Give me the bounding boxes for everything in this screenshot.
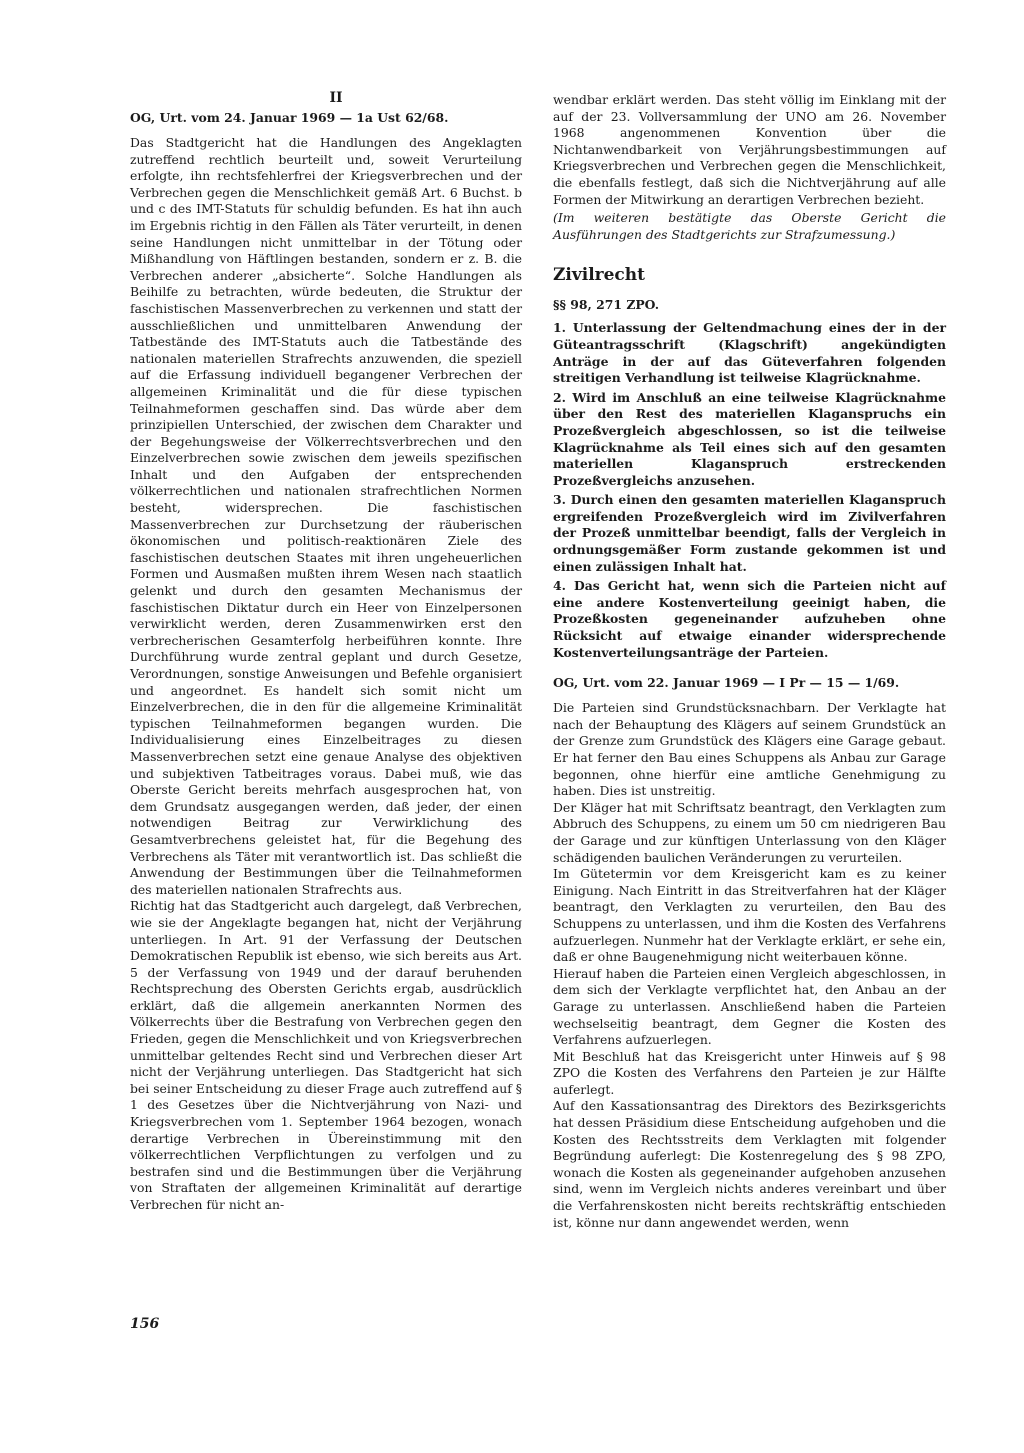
continuation-paragraph: wendbar erklärt werden. Das steht völlig im Einklang mit der auf der 23. Vollversammlung der UNO am 26. November 1968 angenommenen Konvention über die Nichtanwendbarkeit von Verjährungsbestimmungen auf Kriegsverbrechen und Verbrechen gegen die Menschlichkeit, die ebenfalls festlegt, daß sich die Nichtverjährung auf alle Formen der Mitwirkung an derartigen Verbrechen bezieht. [553, 92, 946, 207]
body-paragraph: Der Kläger hat mit Schriftsatz beantragt, den Verklagten zum Abbruch des Schuppens, zu einem um 50 cm niedrigeren Bau der Garage und zur künftigen Unterlassung von den Kläger schädigenden baulichen Veränderungen zu verurteilen. [553, 799, 946, 865]
body-paragraph: Mit Beschluß hat das Kreisgericht unter Hinweis auf § 98 ZPO die Kosten des Verfahrens den Parteien je zur Hälfte auferlegt. [553, 1048, 946, 1097]
page-number: 156 [130, 1316, 160, 1332]
body-paragraph: Die Parteien sind Grundstücksnachbarn. Der Verklagte hat nach der Behauptung des Klägers auf seinem Grundstück an der Grenze zum Grundstück des Klägers eine Garage gebaut. Er hat ferner den Bau eines Schuppens als Anbau zur Garage begonnen, ohne hierfür eine amtliche Genehmigung zu haben. Dies ist unstreitig. [553, 700, 946, 799]
right-column [553, 92, 946, 1231]
case-citation: OG, Urt. vom 24. Januar 1969 — 1a Ust 62/68. [130, 110, 449, 125]
case-citation: OG, Urt. vom 22. Januar 1969 — I Pr — 15 — 1/69. [553, 675, 900, 691]
section-heading: Zivilrecht [553, 265, 645, 286]
statute-reference: §§ 98, 271 ZPO. [553, 297, 660, 313]
headnote: 2. Wird im Anschluß an eine teilweise Klagrücknahme über den Rest des materiellen Klaganspruchs ein Prozeßvergleich abgeschlossen, so ist die teilweise Klagrücknahme als Teil eines sich auf den gesamten materiellen Klaganspruch erstreckenden Prozeßvergleichs anzusehen. [553, 389, 946, 488]
headnote: 3. Durch einen den gesamten materiellen Klaganspruch ergreifenden Prozeßvergleich wird im Zivilverfahren der Prozeß unmittelbar beendigt, falls der Vergleich in ordnungsgemäßer Form zustande gekommen ist und einen zulässigen Inhalt hat. [553, 492, 946, 574]
left-column [130, 90, 522, 1214]
headnote: 1. Unterlassung der Geltendmachung eines der in der Güteantragsschrift (Klagschrift) angekündigten Anträge in der auf das Güteverfahren folgenden streitigen Verhandlung ist teilweise Klagrücknahme. [553, 320, 946, 386]
body-paragraph: Das Stadtgericht hat die Handlungen des Angeklagten zutreffend rechtlich beurteilt und, soweit Verurteilung erfolgte, ihn rechtsfehlerfrei der Kriegsverbrechen und der Verbrechen gegen die Menschlichkeit gemäß Art. 6 Buchst. b und c des IMT-Statuts für schuldig befunden. Es hat ihn auch im Ergebnis richtig in den Fällen als Täter verurteilt, in denen seine Handlungen nicht unmittelbar in der Tötung oder Mißhandlung von Häftlingen bestanden, sondern er z. B. die Verbrechen anderer „absicherte“. Solche Handlungen als Beihilfe zu betrachten, würde bedeuten, die Struktur der faschistischen Massenverbrechen zu verkennen und statt der ausschließlichen und unmittelbaren Anwendung der Tatbestände des IMT-Statuts auch die Tatbestände des nationalen materiellen Strafrechts anzuwenden, die speziell auf die Erfassung individuell begangener Verbrechen der allgemeinen Kriminalität und die für diese typischen Teilnahmeformen geschaffen sind. Das würde aber dem prinzipiellen Unterschied, der zwischen dem Charakter und der Begehungsweise der Völkerrechtsverbrechen und den Einzelverbrechen sowie zwischen dem jeweils spezifischen Inhalt und den Aufgaben der entsprechenden völkerrechtlichen und nationalen strafrechtlichen Normen besteht, widersprechen. Die faschistischen Massenverbrechen zur Durchsetzung der räuberischen ökonomischen und politisch-reaktionären Ziele des faschistischen deutschen Staates mit ihren ungeheuerlichen Formen und Ausmaßen mußten ihrem Wesen nach staatlich gelenkt und durch den gesamten Mechanismus der faschistischen Diktatur durch ein Heer von Einzelpersonen verwirklicht werden, deren Zusammenwirken erst den verbrecherischen Gesamterfolg herbeiführen konnte. Ihre Durchführung wurde zentral geplant und durch Gesetze, Verordnungen, sonstige Anweisungen und Befehle organisiert und angeordnet. Es handelt sich somit nicht um Einzelverbrechen, die in den für die allgemeine Kriminalität typischen Teilnahmeformen begangen wurden. Die Individualisierung eines Einzelbeitrages zu diesen Massenverbrechen setzt eine genaue Analyse des objektiven und subjektiven Tatbeitrages voraus. Dabei muß, wie das Oberste Gericht bereits mehrfach ausgesprochen hat, von dem Grundsatz ausgegangen werden, daß jeder, der einen notwendigen Beitrag zur Verwirklichung des Gesamtverbrechens geleistet hat, für die Begehung des Verbrechens als Täter mit verantwortlich ist. Das schließt die Anwendung der Bestimmungen über die Teilnahmeformen des materiellen nationalen Strafrechts aus. [130, 135, 522, 897]
section-roman-numeral: II [329, 90, 343, 106]
headnote: 4. Das Gericht hat, wenn sich die Parteien nicht auf eine andere Kostenverteilung geeinigt haben, die Prozeßkosten gegeneinander aufzuheben ohne Rücksicht auf etwaige einander widersprechende Kostenverteilungsanträge der Parteien. [553, 578, 946, 660]
editorial-note: (Im weiteren bestätigte das Oberste Gericht die Ausführungen des Stadtgerichts zur Strafzumessung.) [553, 210, 946, 242]
body-paragraph: Im Gütetermin vor dem Kreisgericht kam es zu keiner Einigung. Nach Eintritt in das Streitverfahren hat der Kläger beantragt, den Verklagten zu verurteilen, den Bau des Schuppens zu unterlassen, und ihm die Kosten des Verfahrens aufzuerlegen. Nunmehr hat der Verklagte erklärt, er sehe ein, daß er ohne Baugenehmigung nicht weiterbauen könne. [553, 866, 946, 965]
body-paragraph: Auf den Kassationsantrag des Direktors des Bezirksgerichts hat dessen Präsidium diese Entscheidung aufgehoben und die Kosten des Rechtsstreits dem Verklagten mit folgender Begründung auferlegt: Die Kostenregelung des § 98 ZPO, wonach die Kosten als gegeneinander aufgehoben anzusehen sind, wenn im Vergleich nichts anderes vereinbart und über die Verfahrenskosten nicht bereits rechtskräftig entschieden ist, könne nur dann angewendet werden, wenn [553, 1098, 946, 1230]
body-paragraph: Richtig hat das Stadtgericht auch dargelegt, daß Verbrechen, wie sie der Angeklagte begangen hat, nicht der Verjährung unterliegen. In Art. 91 der Verfassung der Deutschen Demokratischen Republik ist ebenso, wie sich bereits aus Art. 5 der Verfassung von 1949 und der darauf beruhenden Rechtsprechung des Obersten Gerichts ergab, ausdrücklich erklärt, daß die allgemein anerkannten Normen des Völkerrechts über die Bestrafung von Verbrechen gegen den Frieden, gegen die Menschlichkeit und von Kriegsverbrechen unmittelbar geltendes Recht sind und Verbrechen dieser Art nicht der Verjährung unterliegen. Das Stadtgericht hat sich bei seiner Entscheidung zu dieser Frage auch zutreffend auf § 1 des Gesetzes über die Nichtverjährung von Nazi- und Kriegsverbrechen vom 1. September 1964 bezogen, wonach derartige Verbrechen in Übereinstimmung mit den völkerrechtlichen Verpflichtungen zu verfolgen und zu bestrafen sind und die Bestimmungen über die Verjährung von Straftaten der allgemeinen Kriminalität auf derartige Verbrechen für nicht an- [130, 898, 522, 1212]
body-paragraph: Hierauf haben die Parteien einen Vergleich abgeschlossen, in dem sich der Verklagte verpflichtet hat, den Anbau an der Garage zu unterlassen. Anschließend haben die Parteien wechselseitig beantragt, dem Gegner die Kosten des Verfahrens aufzuerlegen. [553, 965, 946, 1048]
